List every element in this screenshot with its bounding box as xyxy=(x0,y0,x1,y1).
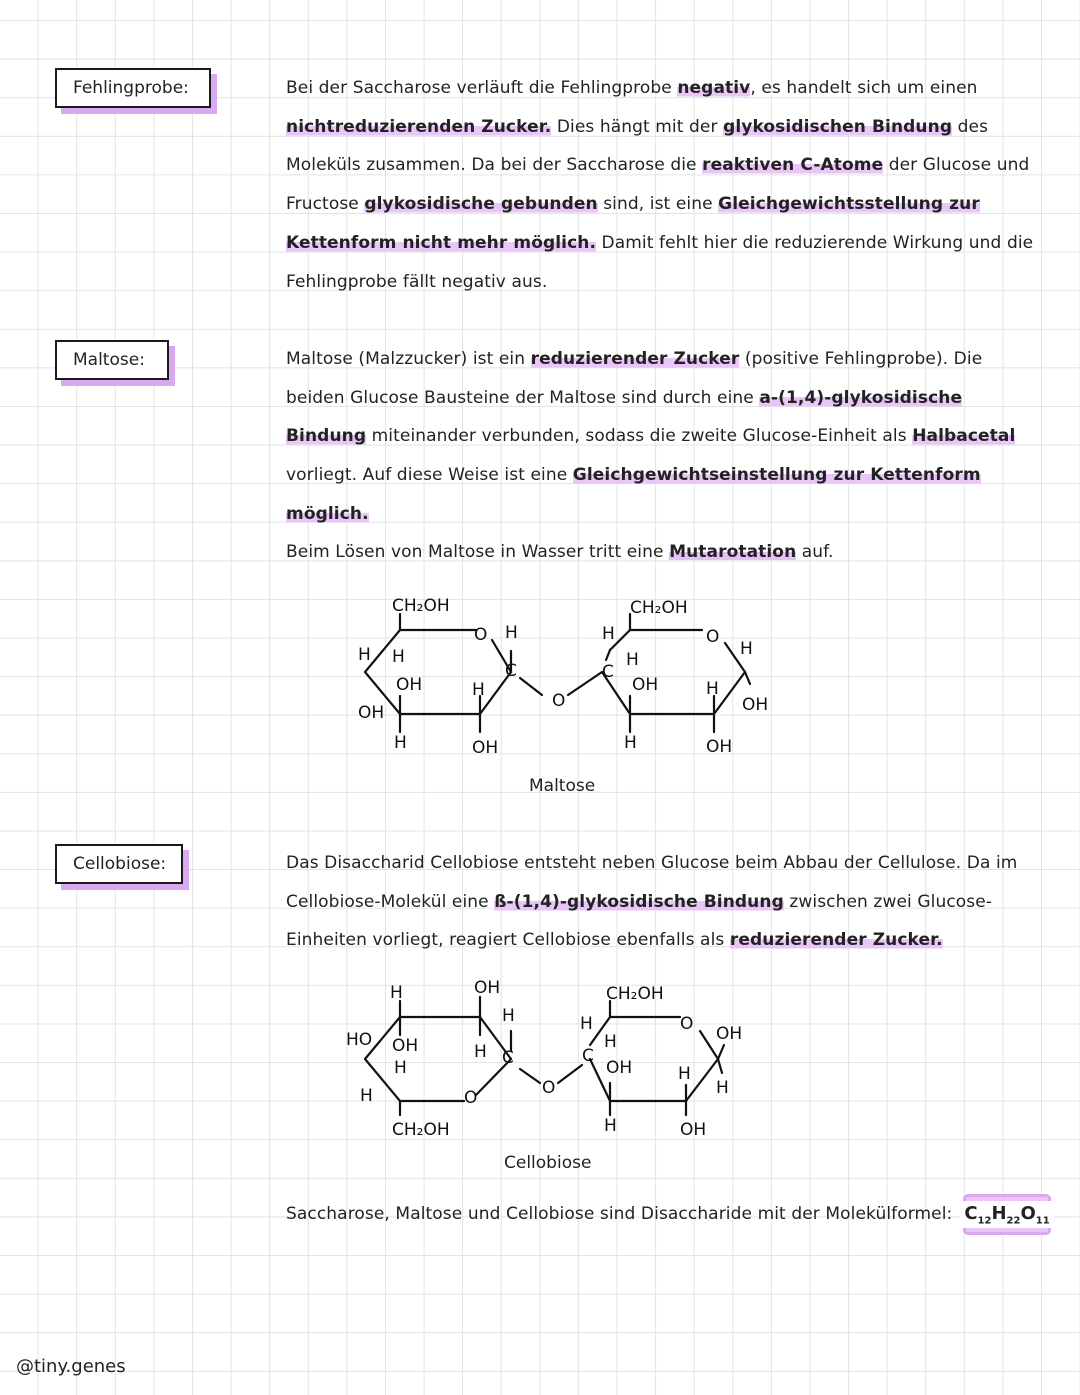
atom-label: OH xyxy=(606,1058,633,1078)
maltose-structure xyxy=(340,588,780,763)
atom-label: H xyxy=(394,733,407,753)
atom-label: C xyxy=(582,1046,594,1066)
label-cellobiose xyxy=(55,844,183,884)
highlight-glykosidisch-gebunden: glykosidische gebunden xyxy=(364,194,598,215)
atom-label: H xyxy=(624,733,637,753)
text-span: miteinander verbunden, sodass die zweite Glucose-Einheit als xyxy=(366,426,913,447)
formula-o: O xyxy=(1020,1202,1036,1224)
bond xyxy=(520,678,542,695)
atom-label: OH xyxy=(358,703,385,723)
summary-text: Saccharose, Maltose und Cellobiose sind Disaccharide mit der Molekülformel: xyxy=(286,1204,953,1224)
atom-label: H xyxy=(716,1078,729,1098)
atom-label: OH xyxy=(742,695,769,715)
atom-label: O xyxy=(680,1014,694,1034)
atom-label: H xyxy=(706,679,719,699)
bond xyxy=(745,672,750,684)
atom-label: CH₂OH xyxy=(606,984,664,1004)
bond xyxy=(610,630,702,650)
atom-label: H xyxy=(602,624,615,644)
formula-c-count: 12 xyxy=(977,1215,992,1227)
formula-h: H xyxy=(991,1202,1007,1224)
label-fehlingprobe xyxy=(55,68,211,108)
maltose-caption: Maltose xyxy=(529,776,596,796)
atom-label: OH xyxy=(392,1036,419,1056)
atom-label: H xyxy=(678,1064,691,1084)
atom-label: O xyxy=(542,1078,556,1098)
atom-label: C xyxy=(505,661,517,681)
text-span: Bei der Saccharose verläuft die Fehlingprobe xyxy=(286,78,678,98)
atom-label: H xyxy=(580,1014,593,1034)
bond xyxy=(558,1065,582,1083)
text-span: Maltose (Malzzucker) ist ein xyxy=(286,349,531,369)
formula-o-count: 11 xyxy=(1035,1215,1050,1227)
atom-label: H xyxy=(502,1006,515,1026)
text-span: vorliegt. Auf diese Weise ist eine xyxy=(286,465,573,486)
atom-label: H xyxy=(626,650,639,670)
atom-label: H xyxy=(474,1042,487,1062)
atom-label: H xyxy=(740,639,753,659)
atom-label: OH xyxy=(716,1024,743,1044)
cellobiose-caption: Cellobiose xyxy=(504,1153,592,1173)
text-span: (positive Fehlingprobe). Die beiden Glucose Bausteine der Maltose sind durch eine xyxy=(286,349,983,408)
atom-label: H xyxy=(394,1058,407,1078)
text-span: Das Disaccharid Cellobiose entsteht neben Glucose beim Abbau der Cellulose. Da im Cellobiose-Molekül eine xyxy=(286,853,1018,912)
text-span: sind, ist eine xyxy=(597,194,719,215)
bond xyxy=(718,1059,722,1073)
text-span: Dies hängt mit der xyxy=(551,116,724,137)
atom-label: O xyxy=(552,691,566,711)
atom-label: O xyxy=(706,627,720,647)
atom-label: C xyxy=(602,662,614,682)
molecular-formula xyxy=(960,1201,1053,1229)
atom-label: H xyxy=(390,983,403,1003)
atom-label: OH xyxy=(472,738,499,758)
cellobiose-structure xyxy=(340,975,770,1145)
bond xyxy=(718,1045,724,1059)
atom-label: H xyxy=(505,623,518,643)
text-span: des Moleküls zusammen. Da bei der Saccharose die xyxy=(286,116,989,176)
label-cellobiose-text: Cellobiose: xyxy=(73,854,167,874)
atom-label: H xyxy=(604,1116,617,1136)
bond xyxy=(365,630,511,714)
label-maltose-text: Maltose: xyxy=(73,350,145,370)
label-fehlingprobe-text: Fehlingprobe: xyxy=(73,78,189,98)
bond xyxy=(520,1069,540,1083)
formula-h-count: 22 xyxy=(1006,1215,1021,1227)
atom-label: H xyxy=(358,645,371,665)
highlight-beta-bindung: ß-(1,4)-glykosidische Bindung xyxy=(494,891,784,912)
atom-label: CH₂OH xyxy=(630,598,688,618)
highlight-halbacetal: Halbacetal xyxy=(912,426,1016,447)
formula-c: C xyxy=(964,1202,978,1224)
atom-label: C xyxy=(502,1048,514,1068)
cellobiose-paragraph xyxy=(286,844,1046,960)
atom-label: HO xyxy=(346,1030,373,1050)
atom-label: OH xyxy=(706,737,733,757)
atom-label: O xyxy=(474,625,488,645)
text-span: zwischen zwei Glucose-Einheiten vorliegt, reagiert Cellobiose ebenfalls als xyxy=(286,891,993,951)
highlight-alpha-bindung: a-(1,4)-glykosidische Bindung xyxy=(286,387,963,447)
text-span: Damit fehlt hier die reduzierende Wirkung und die Fehlingprobe fällt negativ aus. xyxy=(286,232,1034,292)
highlight-reaktive-c-atome: reaktiven C-Atome xyxy=(702,155,884,176)
bond xyxy=(606,650,610,660)
atom-label: CH₂OH xyxy=(392,596,450,616)
text-span: der Glucose und Fructose xyxy=(286,155,1030,215)
summary-line xyxy=(286,1195,966,1234)
highlight-gleichgewicht-moeglich: Gleichgewichtseinstellung zur Kettenform möglich. xyxy=(286,465,981,524)
bond xyxy=(568,672,602,695)
label-maltose xyxy=(55,340,169,380)
text-span: Beim Lösen von Maltose in Wasser tritt eine xyxy=(286,542,670,562)
highlight-glykosidische-bindung: glykosidischen Bindung xyxy=(723,116,953,137)
atom-label: CH₂OH xyxy=(392,1120,450,1140)
bond xyxy=(365,1017,464,1101)
maltose-paragraph xyxy=(286,340,1046,534)
highlight-mutarotation: Mutarotation xyxy=(669,542,797,562)
mutarotation-line xyxy=(286,533,1046,572)
atom-label: H xyxy=(604,1032,617,1052)
atom-label: H xyxy=(472,680,485,700)
highlight-gleichgewicht-nicht-moeglich: Gleichgewichtsstellung zur Kettenform nicht mehr möglich. xyxy=(286,194,980,253)
text-span: , es handelt sich um einen xyxy=(750,78,978,98)
atom-label: OH xyxy=(632,675,659,695)
atom-label: OH xyxy=(474,978,501,998)
highlight-nichtreduzierend: nichtreduzierenden Zucker. xyxy=(286,116,552,137)
atom-label: OH xyxy=(396,675,423,695)
bond xyxy=(602,643,745,714)
atom-label: H xyxy=(392,647,405,667)
author-handle: @tiny.genes xyxy=(16,1356,126,1377)
fehling-paragraph xyxy=(286,69,1046,301)
formula-box xyxy=(963,1194,1051,1235)
atom-label: H xyxy=(360,1086,373,1106)
atom-label: O xyxy=(464,1088,478,1108)
highlight-reduzierender-zucker: reduzierender Zucker xyxy=(530,349,740,369)
text-span: auf. xyxy=(796,542,834,562)
atom-label: OH xyxy=(680,1120,707,1140)
highlight-negativ: negativ xyxy=(677,78,751,98)
highlight-reduzierender-zucker-2: reduzierender Zucker. xyxy=(729,930,943,951)
